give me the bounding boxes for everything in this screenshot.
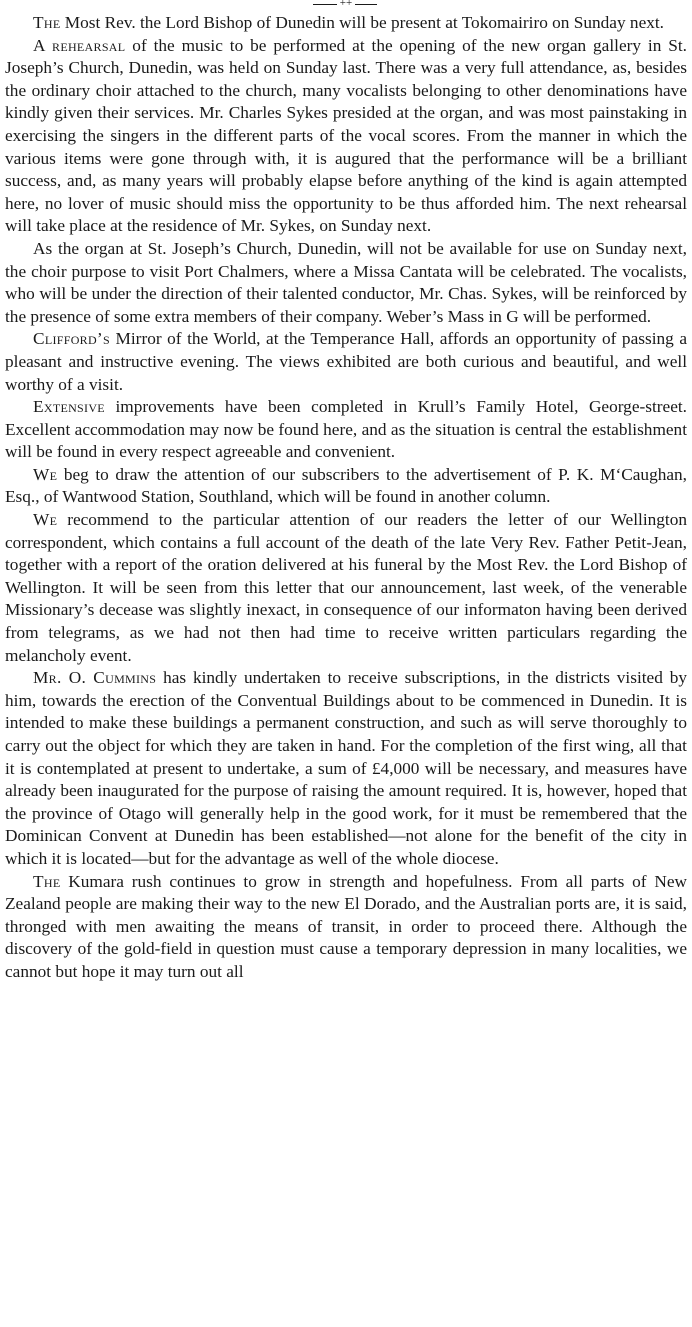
paragraph-lead: The — [33, 871, 61, 891]
paragraph-lead: A rehearsal — [33, 35, 126, 55]
paragraph-text: Most Rev. the Lord Bishop of Dunedin will be present at Tokomairiro on Sunday next. — [60, 13, 665, 32]
paragraph-text: Mirror of the World, at the Temperance Hall, affords an opportunity of passing a pleasant and instructive evening. The views exhibited are both curious and beautiful, and well worthy of a visit. — [5, 329, 687, 394]
paragraph-lead: We — [33, 510, 58, 530]
paragraph-lead: The — [33, 13, 61, 32]
paragraph-lead: Extensive — [33, 397, 105, 417]
column-rule-divider — [5, 0, 687, 12]
paragraph-text: recommend to the particular attention of our readers the letter of our Wellington correspondent, which contains a full account of the death of the late Very Rev. Father Petit-Jean, together with a report of the oration delivered at his funeral by the Most Rev. the Lord Bishop of Wellington. It will be seen from this letter that our announcement, last week, of the venerable Missionary’s decease was slightly inexact, in consequence of our informaton having been derived from telegrams, as we had not then had time to receive written particulars regarding the melancholy event. — [5, 510, 687, 665]
paragraph-lead: Clifford’s — [33, 329, 110, 349]
paragraph-text: of the music to be performed at the opening of the new organ gallery in St. Joseph’s Church, Dunedin, was held on Sunday last. There was a very full attendance, as, besides the ordinary choir attached to the church, many vocalists belonging to other denominations have kindly given their services. Mr. Charles Sykes presided at the organ, and was most painstaking in exercising the singers in the different parts of the vocal scores. From the manner in which the various items were gone through with, it is augured that the performance will be a brilliant success, and, as many years will probably elapse before anything of the kind is again attempted here, no lover of music should miss the opportunity to be thus afforded him. The next rehearsal will take place at the residence of Mr. Sykes, on Sunday next. — [5, 35, 687, 236]
paragraph-lead: Mr. O. Cummins — [33, 668, 157, 688]
news-item-wellington-letter — [5, 509, 687, 667]
news-item-mirror-of-world — [5, 328, 687, 396]
news-item-mccaughan-advert — [5, 464, 687, 509]
paragraph-lead: We — [33, 464, 58, 484]
paragraph-text: has kindly undertaken to receive subscriptions, in the districts visited by him, towards the erection of the Conventual Buildings about to be commenced in Dunedin. It is intended to make these buildings a permanent construction, and such as will serve thoroughly to carry out the object for which they are taken in hand. For the completion of the first wing, all that it is contemplated at present to undertake, a sum of £4,000 will be necessary, and measures have already been inaugurated for the purpose of raising the amount required. It is, however, hoped that the province of Otago will generally help in the good work, for it must be remembered that the Dominican Convent at Dunedin has been established—not alone for the benefit of the city in which it is located—but for the advantage as well of the whole diocese. — [5, 668, 687, 868]
news-item-organ-rehearsal — [5, 35, 687, 238]
paragraph-text: beg to draw the attention of our subscribers to the advertisement of P. K. M‘Caughan, Esq., of Wantwood Station, Southland, which will be found in another column. — [5, 464, 687, 507]
news-item-port-chalmers-choir — [5, 238, 687, 328]
divider-ornament: ++ — [337, 0, 355, 12]
newspaper-column — [5, 0, 687, 984]
paragraph-text: improvements have been completed in Krull’s Family Hotel, George-street. Excellent accommodation may now be found here, and as the situation is central the establishment will be found in every respect agreeable and convenient. — [5, 397, 687, 462]
news-item-krulls-hotel — [5, 396, 687, 464]
paragraph-text: As the organ at St. Joseph’s Church, Dunedin, will not be available for use on Sunday next, the choir purpose to visit Port Chalmers, where a Missa Cantata will be celebrated. The vocalists, who will be under the direction of their talented conductor, Mr. Chas. Sykes, will be reinforced by the presence of some extra members of their company. Weber’s Mass in G will be performed. — [5, 238, 687, 326]
news-item-conventual-buildings — [5, 667, 687, 870]
news-item-bishop-visit — [5, 12, 687, 35]
paragraph-text: Kumara rush continues to grow in strength and hopefulness. From all parts of New Zealand people are making their way to the new El Dorado, and the Australian ports are, it is said, thronged with men awaiting the means of transit, in order to proceed there. Although the discovery of the gold-field in question must cause a temporary depression in many localities, we cannot but hope it may turn out all — [5, 871, 687, 981]
news-item-kumara-rush — [5, 871, 687, 984]
